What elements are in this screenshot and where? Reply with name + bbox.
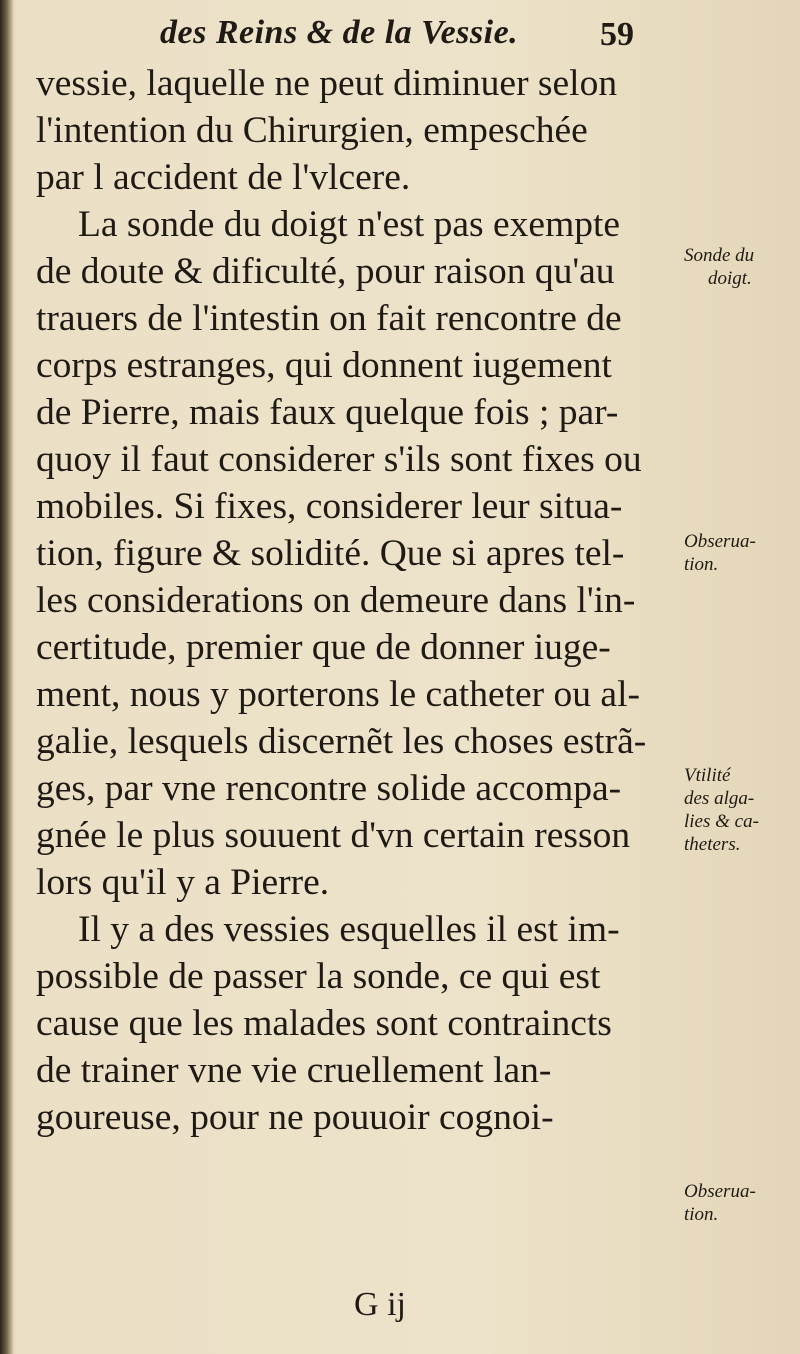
text-line: Il y a des vessies esquelles il est im- <box>78 909 620 950</box>
margin-note-line: tion. <box>684 1204 719 1225</box>
signature-text: G ij <box>354 1286 406 1323</box>
text-line: mobiles. Si fixes, considerer leur situa- <box>36 486 623 527</box>
page-binding-edge <box>0 0 14 1354</box>
margin-note-vtilite <box>684 764 796 856</box>
text-line: ment, nous y porterons le catheter ou al- <box>36 674 640 715</box>
margin-note-sonde <box>684 244 796 290</box>
page-number: 59 <box>600 16 634 53</box>
text-line: possible de passer la sonde, ce qui est <box>36 956 601 997</box>
text-line: vessie, laquelle ne peut diminuer selon <box>36 63 618 104</box>
margin-note-line: theters. <box>684 834 741 855</box>
text-line: corps estranges, qui donnent iugement <box>36 345 612 386</box>
text-line: de Pierre, mais faux quelque fois ; par- <box>36 392 619 433</box>
text-line: trauers de l'intestin on fait rencontre de <box>36 298 622 339</box>
text-line: La sonde du doigt n'est pas exempte <box>78 204 621 245</box>
text-line: par l accident de l'vlcere. <box>36 157 411 198</box>
text-line: cause que les malades sont contraincts <box>36 1003 612 1044</box>
text-line: les considerations on demeure dans l'in- <box>36 580 636 621</box>
margin-note-line: lies & ca- <box>684 811 759 832</box>
margin-note-observation-2 <box>684 1180 796 1226</box>
margin-note-line: Obserua- <box>684 531 756 552</box>
text-line: gnée le plus souuent d'vn certain resson <box>36 815 631 856</box>
margin-note-line: Vtilité <box>684 765 731 786</box>
text-line: de doute & dificulté, pour raison qu'au <box>36 251 615 292</box>
margin-note-line: des alga- <box>684 788 755 809</box>
margin-note-line: Sonde du <box>684 245 755 266</box>
body-text <box>36 60 686 1141</box>
margin-note-line: Obserua- <box>684 1181 756 1202</box>
margin-note-line: doigt. <box>708 268 752 289</box>
margin-note-line: tion. <box>684 554 719 575</box>
text-line: goureuse, pour ne pouuoir cognoi- <box>36 1097 554 1138</box>
text-line: ges, par vne rencontre solide accompa- <box>36 768 622 809</box>
page-header <box>0 12 800 62</box>
text-line: de trainer vne vie cruellement lan- <box>36 1050 552 1091</box>
text-line: l'intention du Chirurgien, empeschée <box>36 110 588 151</box>
margin-note-observation <box>684 530 796 576</box>
running-head: des Reins & de la Vessie. <box>160 14 519 51</box>
text-line: certitude, premier que de donner iuge- <box>36 627 611 668</box>
text-line: lors qu'il y a Pierre. <box>36 862 330 903</box>
text-line: galie, lesquels discernẽt les choses estrã- <box>36 721 647 762</box>
signature-mark <box>0 1286 800 1324</box>
text-line: quoy il faut considerer s'ils sont fixes ou <box>36 439 642 480</box>
text-line: tion, figure & solidité. Que si apres tel- <box>36 533 625 574</box>
